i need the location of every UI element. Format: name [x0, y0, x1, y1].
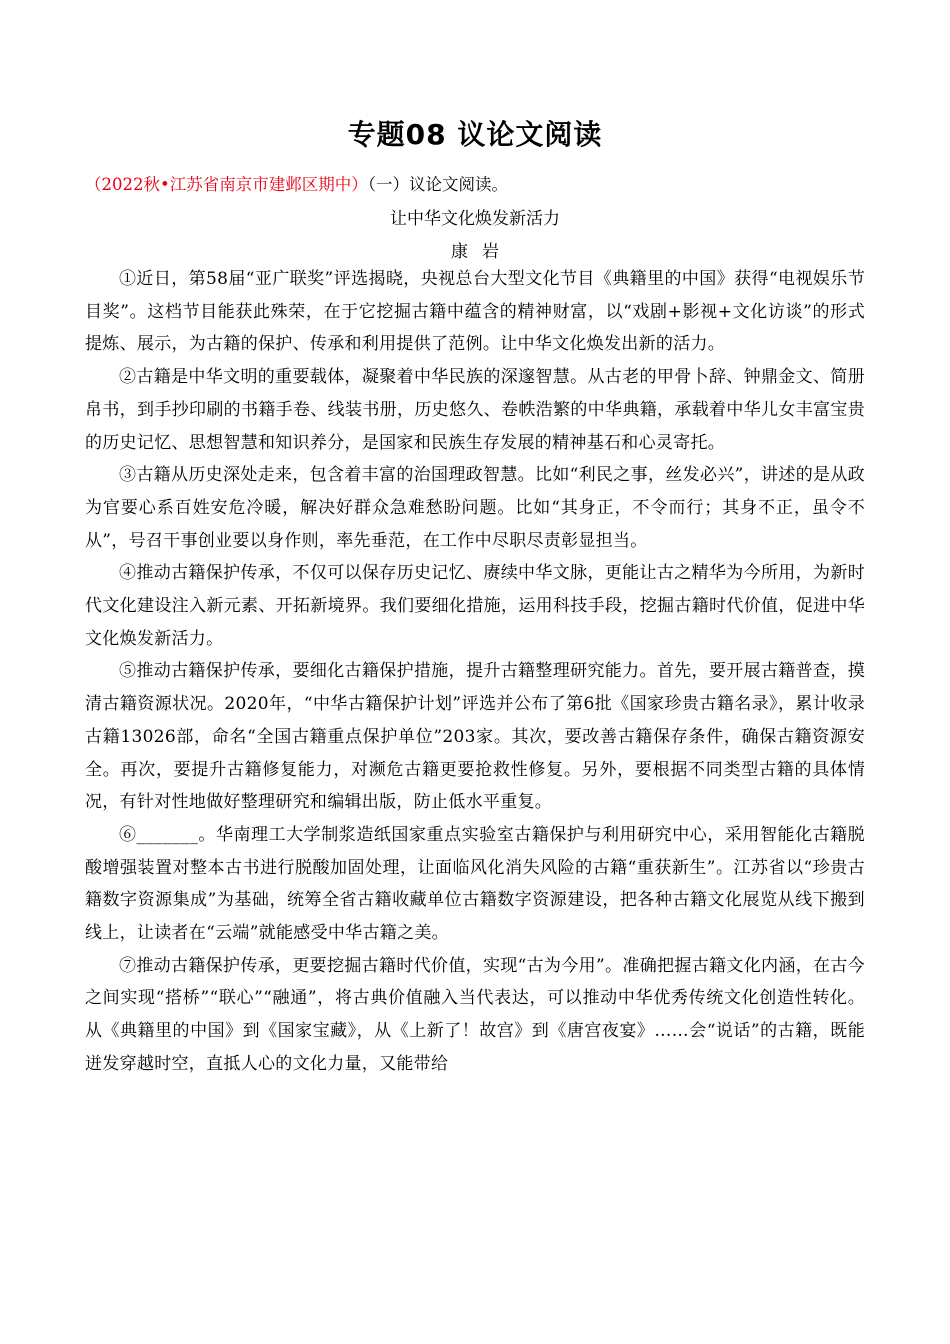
- article-title: 让中华文化焕发新活力: [390, 209, 560, 229]
- document-title: 专题08 议论文阅读: [347, 118, 603, 151]
- question-source-line: [85, 172, 865, 198]
- paragraph-4: ④推动古籍保护传承，不仅可以保存历史记忆、赓续中华文脉，更能让古之精华为今所用，为新时代文化建设注入新元素、开拓新境界。我们要细化措施，运用科技手段，挖掘古籍时代价值，促进中华文化焕发新活力。: [85, 563, 865, 649]
- article-author: 康岩: [451, 242, 513, 262]
- section-label: （一）议论文阅读。: [367, 175, 508, 194]
- paragraph-1: ①近日，第58届“亚广联奖”评选揭晓，央视总台大型文化节目《典籍里的中国》获得“电视娱乐节目奖”。这档节目能获此殊荣，在于它挖掘古籍中蕴含的精神财富，以“戏剧+影视+文化访谈”的形式提炼、展示，为古籍的保护、传承和利用提供了范例。让中华文化焕发出新的活力。: [85, 269, 865, 355]
- paragraph-2: ②古籍是中华文明的重要载体，凝聚着中华民族的深邃智慧。从古老的甲骨卜辞、钟鼎金文、简册帛书，到手抄印刷的书籍手卷、线装书册，历史悠久、卷帙浩繁的中华典籍，承载着中华儿女丰富宝贵的历史记忆、思想智慧和知识养分，是国家和民族生存发展的精神基石和心灵寄托。: [85, 367, 865, 453]
- paragraph-5: ⑤推动古籍保护传承，要细化古籍保护措施，提升古籍整理研究能力。首先，要开展古籍普查，摸清古籍资源状况。2020年，“中华古籍保护计划”评选并公布了第6批《国家珍贵古籍名录》，累计收录古籍13026部，命名“全国古籍重点保护单位”203家。其次，要改善古籍保存条件，确保古籍资源安全。再次，要提升古籍修复能力，对濒危古籍更要抢救性修复。另外，要根据不同类型古籍的具体情况，有针对性地做好整理研究和编辑出版，防止低水平重复。: [85, 661, 865, 813]
- exam-source-tag: （2022秋•江苏省南京市建邺区期中）: [85, 175, 368, 194]
- paragraph-7: ⑦推动古籍保护传承，更要挖掘古籍时代价值，实现“古为今用”。准确把握古籍文化内涵，在古今之间实现“搭桥”“联心”“融通”，将古典价值融入当代表达，可以推动中华优秀传统文化创造性转化。从《典籍里的中国》到《国家宝藏》，从《上新了！故宫》到《唐宫夜宴》……会“说话”的古籍，既能迸发穿越时空，直抵人心的文化力量，又能带给: [85, 955, 865, 1074]
- article-body: [85, 263, 865, 1081]
- paragraph-3: ③古籍从历史深处走来，包含着丰富的治国理政智慧。比如“利民之事，丝发必兴”，讲述的是从政为官要心系百姓安危冷暖，解决好群众急难愁盼问题。比如“其身正，不令而行；其身不正，虽令不从”，号召干事创业要以身作则，率先垂范，在工作中尽职尽责彰显担当。: [85, 465, 865, 551]
- paragraph-6: ⑥_______。华南理工大学制浆造纸国家重点实验室古籍保护与利用研究中心，采用智能化古籍脱酸增强装置对整本古书进行脱酸加固处理，让面临风化消失风险的古籍“重获新生”。江苏省以“珍贵古籍数字资源集成”为基础，统筹全省古籍收藏单位古籍数字资源建设，把各种古籍文化展览从线下搬到线上，让读者在“云端”就能感受中华古籍之美。: [85, 824, 865, 944]
